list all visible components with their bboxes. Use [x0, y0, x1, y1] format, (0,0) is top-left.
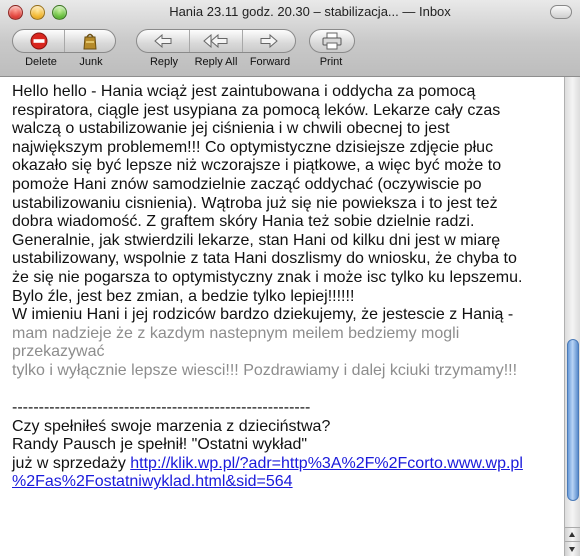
toolbar: [0, 27, 580, 73]
message-line: okazało się być lepsze niż wczorajsze i piątkowe, a więc być może to: [12, 157, 502, 175]
window-title: Hania 23.11 godz. 20.30 – stabilizacja... — Inbox: [169, 4, 451, 19]
message-line: ustabilizowaniu cisnienia). Wątroba już się nie powieksza i to jest też: [12, 194, 498, 212]
printer-icon: [321, 32, 343, 50]
close-window-button[interactable]: [8, 5, 23, 20]
reply-label: Reply: [149, 56, 179, 68]
footer-line: Randy Pausch je spełnił! "Ostatni wykład": [12, 436, 308, 454]
message-line: W imieniu Hani i jej rodziców bardzo dziekujemy, że jestescie z Hanią -: [12, 306, 514, 324]
scroll-down-arrow[interactable]: [565, 541, 580, 556]
print-label: Print: [319, 56, 343, 68]
message-line: ustabilizowany, wspolnie z tata Hani doszlismy do wniosku, że chyba to: [12, 250, 517, 268]
footer-line: Czy spełniłeś swoje marzenia z dzieciństwa?: [12, 417, 331, 435]
reply-arrow-icon: [153, 34, 173, 48]
delete-button[interactable]: [13, 30, 65, 52]
message-line: walczą o ustabilizowanie jej ciśnienia i w chwili obecnej to jest: [12, 120, 450, 138]
vertical-scrollbar[interactable]: [564, 77, 580, 556]
no-entry-icon: [30, 32, 48, 50]
print-button[interactable]: [310, 30, 354, 52]
reply-all-button[interactable]: [190, 30, 244, 52]
message-line: pomoże Hani znów samodzielnie zacząć oddychać (oczywiscie po: [12, 175, 482, 193]
message-line: dobra wiadomość. Z graftem skóry Hania też sobie dzielnie radzi.: [12, 213, 475, 231]
footer-link-line: [12, 473, 552, 492]
double-arrow-icon: [203, 34, 229, 48]
quoted-line: mam nadzieje że z kazdym nastepnym meilem bedziemy mogli: [12, 324, 460, 342]
scroll-thumb[interactable]: [567, 339, 579, 501]
forward-label: Forward: [249, 56, 291, 68]
junk-button[interactable]: [65, 30, 115, 52]
zoom-window-button[interactable]: [52, 5, 67, 20]
window-controls: [8, 5, 67, 20]
signature-separator: --------------------------------------------------------: [12, 399, 311, 417]
message-line: Hello hello - Hania wciąż jest zaintubowana i oddycha za pomocą: [12, 83, 476, 100]
blank-line: [12, 381, 552, 400]
message-line: respiratora, ciągle jest usypiana za pomocą leków. Lekarze cały czas: [12, 101, 501, 119]
reply-group: [136, 29, 296, 53]
message-line: największym problemem!!! Co optymistyczne dzisiejsze zdjęcie płuc: [12, 138, 494, 156]
junk-bag-icon: [80, 32, 100, 50]
footer-link-continued[interactable]: %2Fas%2Fostatniwyklad.html&sid=564: [12, 473, 293, 491]
forward-button[interactable]: [243, 30, 295, 52]
scroll-up-arrow[interactable]: [565, 527, 580, 542]
toolbar-toggle-button[interactable]: [550, 5, 572, 19]
reply-button[interactable]: [137, 30, 190, 52]
footer-prefix: już w sprzedaży: [12, 454, 131, 472]
delete-label: Delete: [25, 56, 57, 68]
quoted-line: przekazywać: [12, 343, 105, 361]
footer-link[interactable]: http://klik.wp.pl/?adr=http%3A%2F%2Fcorto.www.wp.pl: [130, 454, 523, 472]
message-line: Generalnie, jak stwierdzili lekarze, stan Hani od kilku dni jest w miarę: [12, 231, 501, 249]
message-line: Bylo źle, jest bez zmian, a bedzie tylko lepiej!!!!!!: [12, 287, 355, 305]
message-body: [0, 77, 565, 556]
minimize-window-button[interactable]: [30, 5, 45, 20]
message-line: że się nie pogarsza to optymistyczny znak i może isc tylko ku lepszemu.: [12, 268, 523, 286]
print-group: [309, 29, 355, 53]
message-text: [12, 83, 552, 492]
title-bar: [0, 0, 580, 77]
footer-link-line: [12, 455, 552, 474]
junk-label: Junk: [79, 56, 103, 68]
quoted-line: tylko i wyłącznie lepsze wiesci!!! Pozdrawiamy i dalej kciuki trzymamy!!!: [12, 361, 518, 379]
forward-arrow-icon: [259, 34, 279, 48]
reply-all-label: Reply All: [194, 56, 238, 68]
delete-junk-group: [12, 29, 116, 53]
